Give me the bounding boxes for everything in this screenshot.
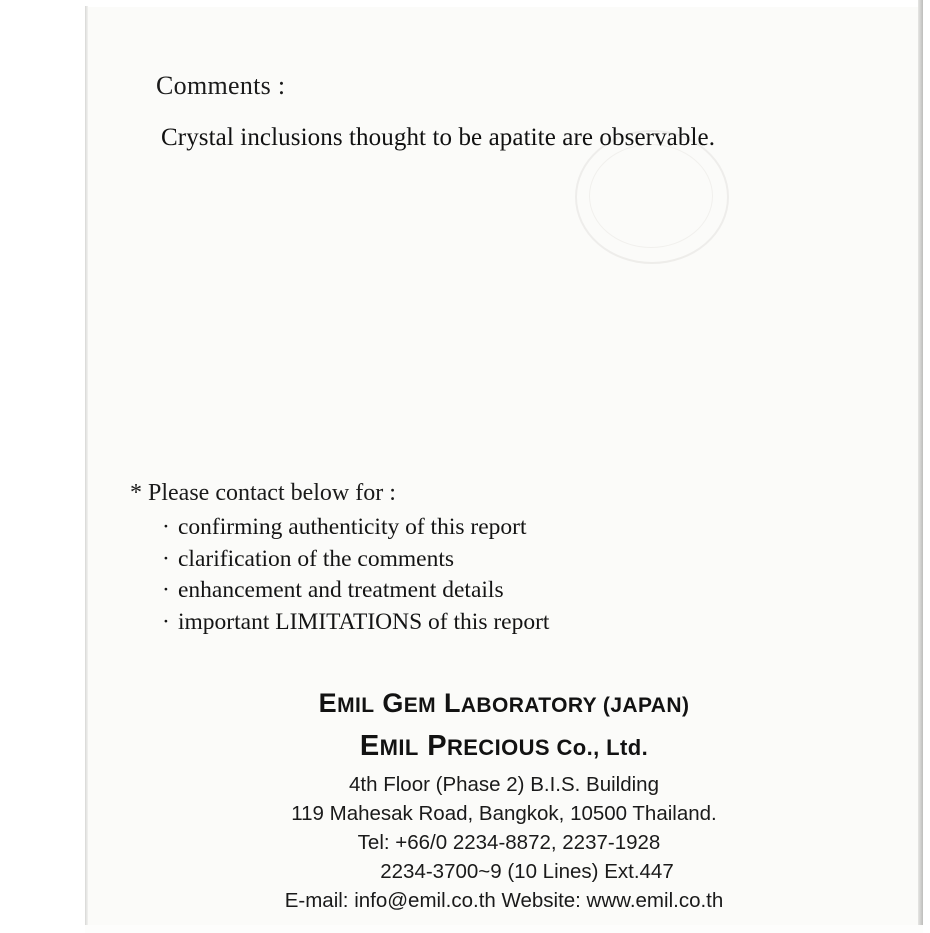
lab-name-em: EM [403, 694, 437, 717]
company-co-ltd: Co., Ltd. [549, 735, 649, 760]
list-item [162, 607, 549, 639]
list-item [162, 544, 549, 576]
scan-edge-bottom [85, 925, 923, 933]
comment-text: Crystal inclusions thought to be apatite are observable. [161, 124, 716, 151]
list-item-label: important LIMITATIONS of this report [178, 608, 550, 635]
company-name [85, 724, 923, 770]
lab-name-aboratory: ABORATORY [460, 694, 597, 717]
contact-note: * Please contact below for : [130, 480, 396, 506]
bullet-dot-icon: · [162, 577, 170, 603]
list-item [162, 512, 549, 544]
address-line-1: 4th Floor (Phase 2) B.I.S. Building [349, 773, 659, 796]
scan-edge-right-outer [923, 0, 930, 933]
lab-name-mil: MIL [337, 694, 375, 717]
list-item-label: clarification of the comments [178, 545, 455, 572]
contact-bullet-list [162, 512, 549, 638]
list-item-label: enhancement and treatment details [178, 577, 504, 603]
list-item-label: confirming authenticity of this report [178, 514, 527, 540]
lab-name-g: G [374, 688, 404, 718]
company-p: P [418, 730, 447, 762]
comments-label: Comments : [156, 71, 286, 100]
address-line-2: 119 Mahesak Road, Bangkok, 10500 Thailand. [291, 802, 717, 825]
scan-edge-top [85, 0, 923, 7]
telephone-line-1: Tel: +66/0 2234-8872, 2237-1928 [357, 831, 661, 854]
company-recious: RECIOUS [446, 735, 550, 760]
company-mil: MIL [379, 735, 419, 760]
lab-name-japan: (JAPAN) [596, 694, 690, 717]
lab-name-l: L [436, 688, 461, 718]
list-item [162, 575, 549, 607]
bullet-dot-icon: · [162, 608, 170, 635]
company-e: E [359, 730, 380, 762]
email-website-line: E-mail: info@emil.co.th Website: www.emil.co.th [284, 889, 724, 912]
footer-contact-block [85, 685, 923, 915]
bullet-dot-icon: · [162, 514, 170, 540]
lab-name-e1: E [318, 688, 338, 718]
laboratory-name [85, 685, 923, 724]
telephone-line-2: 2234-3700~9 (10 Lines) Ext.447 [380, 860, 674, 883]
bullet-dot-icon: · [162, 545, 170, 572]
